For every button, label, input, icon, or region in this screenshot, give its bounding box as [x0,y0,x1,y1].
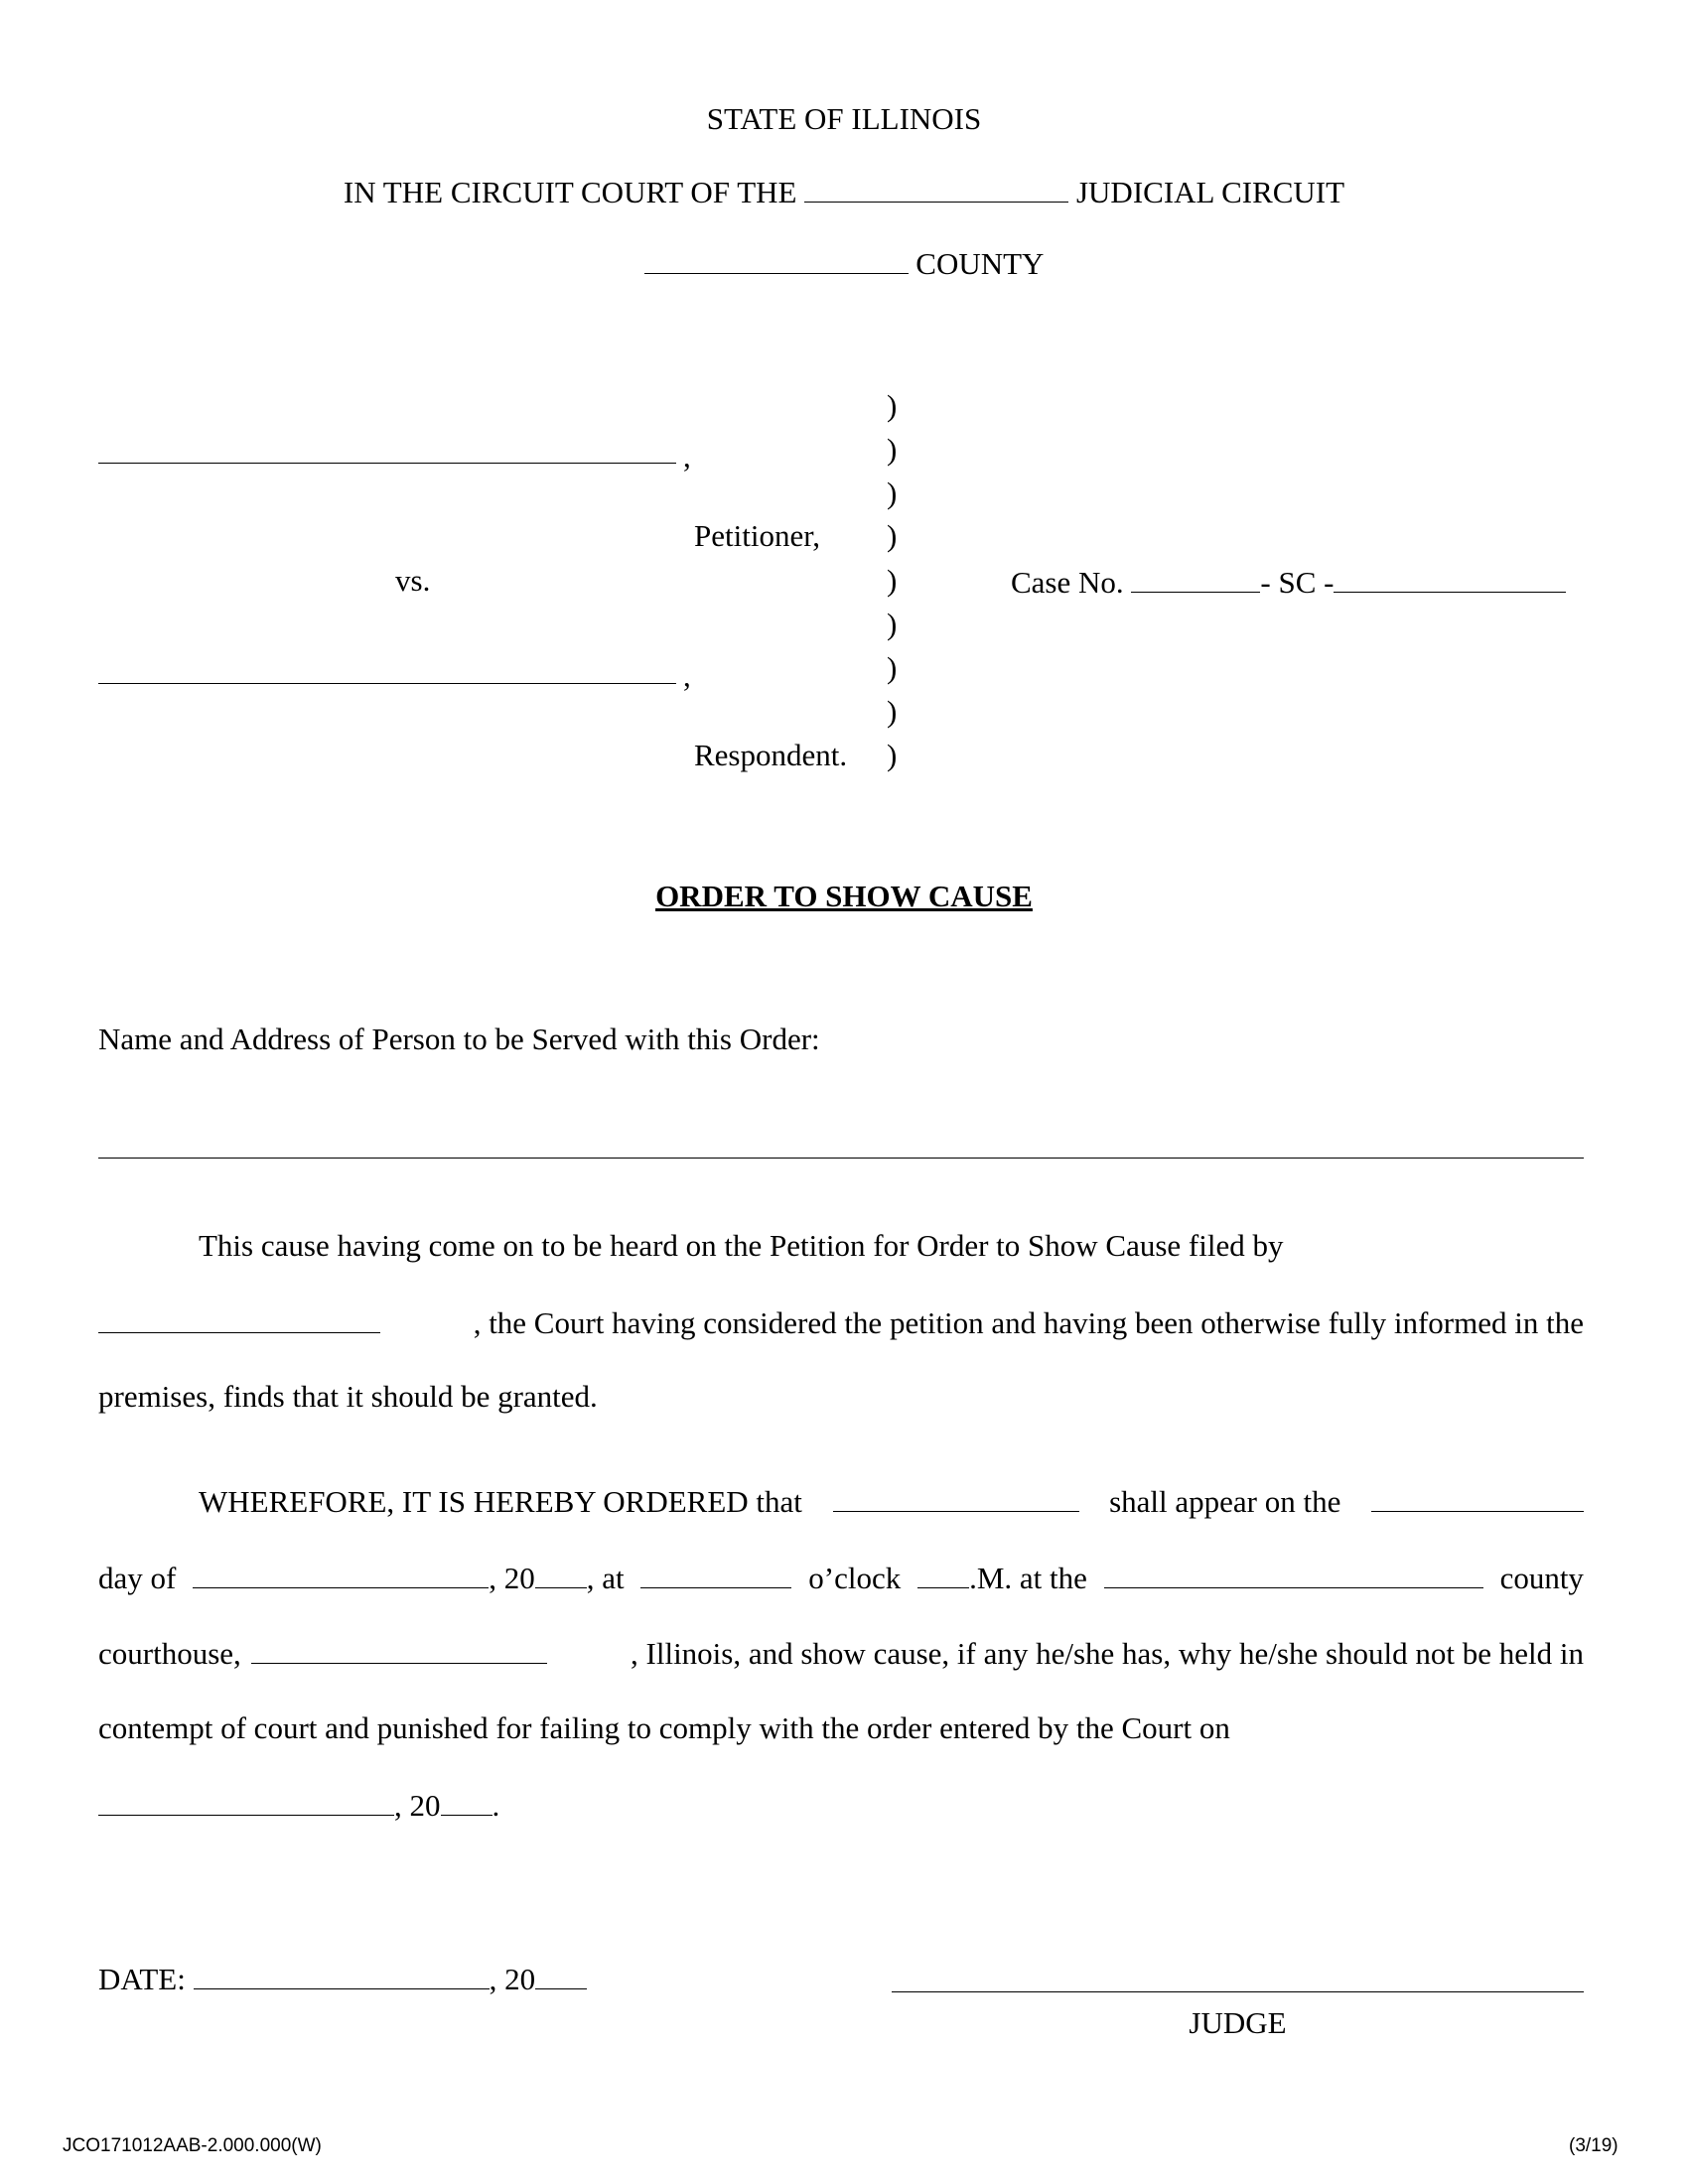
served-label: Name and Address of Person to be Served with this Order: [98,1022,820,1056]
case-year-blank[interactable] [1131,562,1260,593]
para1-line1: This cause having come on to be heard on the Petition for Order to Show Cause filed by [199,1228,1284,1263]
appear-day-blank[interactable] [1371,1481,1584,1512]
form-code: JCO171012AAB-2.000.000(W) [63,2135,322,2156]
caption-paren: ) [887,694,898,729]
court-prefix: IN THE CIRCUIT COURT OF THE [343,175,797,209]
revision-date: (3/19) [1569,2135,1618,2156]
signature-year-blank[interactable] [535,1959,587,1989]
caption-paren: ) [887,738,898,772]
wherefore-text: WHEREFORE, IT IS HEREBY ORDERED that [199,1484,802,1519]
para2-line5 [98,1785,1584,1825]
para2-line3 [98,1633,1584,1673]
respondent-appear-blank[interactable] [833,1481,1079,1512]
para1-line3: premises, finds that it should be granted. [98,1379,598,1414]
date-line [98,1959,587,1998]
courthouse-county-blank[interactable] [1104,1558,1483,1588]
caption-paren: ) [887,563,898,598]
appear-month-blank[interactable] [193,1558,489,1588]
case-number [1011,562,1566,602]
judicial-circuit-blank[interactable] [804,172,1068,203]
county-text: county [1499,1561,1584,1595]
state-heading: STATE OF ILLINOIS [706,101,982,136]
year-prefix-text: , 20 [489,1561,535,1595]
appear-text: shall appear on the [1109,1484,1341,1519]
para2-line2 [98,1558,1584,1597]
date-label: DATE: [98,1962,186,1996]
caption-paren: ) [887,432,898,467]
caption-paren: ) [887,518,898,553]
county-blank[interactable] [644,243,909,274]
county-label: COUNTY [915,246,1045,281]
day-of-text: day of [98,1561,177,1595]
vs-label: vs. [395,563,431,598]
case-no-label: Case No. [1011,565,1124,600]
oclock-text: o’clock [808,1561,902,1595]
show-cause-text: , Illinois, and show cause, if any he/she has, why he/she should not be held in [631,1636,1584,1671]
case-sc-label: - SC - [1260,565,1335,600]
judge-label: JUDGE [1189,2005,1287,2040]
respondent-comma: , [683,658,691,693]
date-year-prefix: , 20 [489,1962,536,1996]
caption-paren: ) [887,388,898,423]
appear-year-blank[interactable] [535,1558,587,1588]
year-prefix-text: , 20 [394,1788,441,1823]
para1-line2-text: , the Court having considered the petition and having been otherwise fully informed in the [473,1305,1584,1340]
period-text: . [492,1788,500,1823]
case-sequence-blank[interactable] [1334,562,1566,593]
at-text: , at [586,1561,625,1595]
circuit-court-line [0,172,1688,211]
appear-time-blank[interactable] [640,1558,791,1588]
para2-line4: contempt of court and punished for failing to comply with the order entered by the Court on [98,1710,1230,1745]
signature-date-blank[interactable] [194,1959,490,1989]
order-entered-year-blank[interactable] [441,1785,492,1816]
caption-paren: ) [887,476,898,510]
petitioner-label: Petitioner, [694,518,821,553]
courthouse-city-blank[interactable] [251,1633,547,1664]
para1-line2 [98,1302,1584,1342]
respondent-label: Respondent. [694,738,848,772]
caption-paren: ) [887,607,898,641]
order-entered-date-blank[interactable] [98,1785,394,1816]
courthouse-text: courthouse, [98,1636,241,1671]
petitioner-comma: , [683,439,691,474]
para2-line1 [199,1481,1584,1521]
m-at-the-text: .M. at the [969,1561,1087,1595]
served-address-line[interactable] [98,1158,1584,1159]
caption-paren: ) [887,650,898,685]
petition-filer-blank[interactable] [98,1302,380,1333]
judge-signature-line[interactable] [892,1991,1584,1992]
respondent-name-line[interactable] [98,683,676,684]
petitioner-name-line[interactable] [98,463,676,464]
order-title: ORDER TO SHOW CAUSE [655,879,1033,913]
court-suffix: JUDICIAL CIRCUIT [1075,175,1345,209]
am-pm-blank[interactable] [917,1558,969,1588]
county-line [0,243,1688,283]
